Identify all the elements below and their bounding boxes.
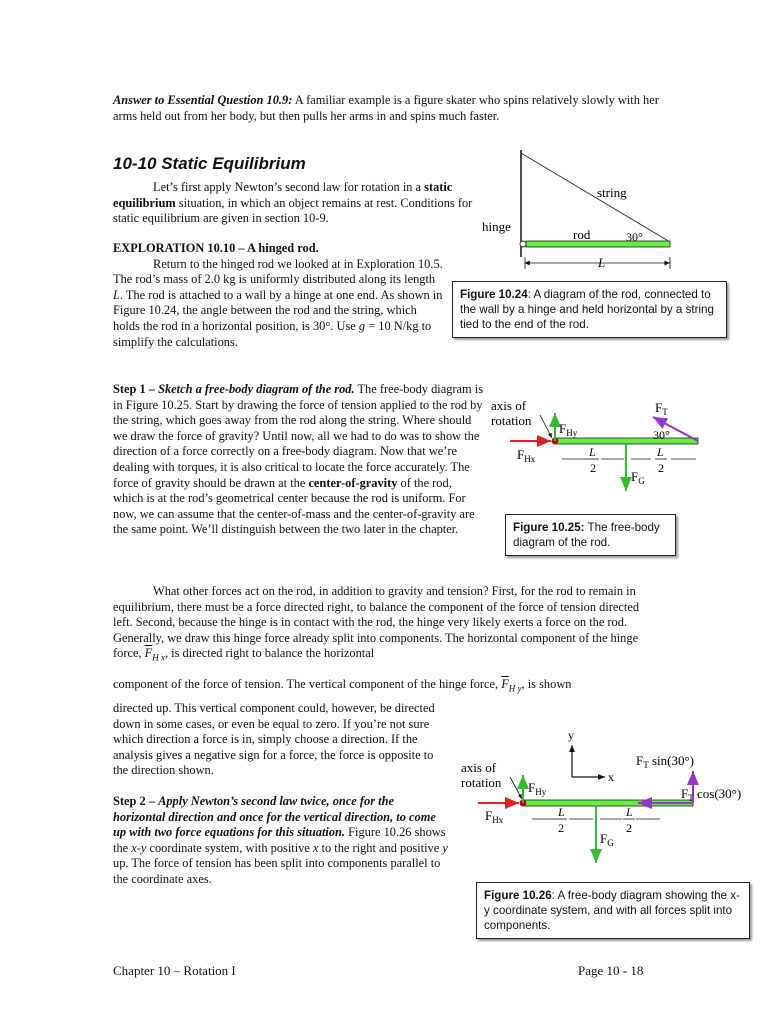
label-2-right: 2 — [626, 821, 632, 835]
answer-text: A familiar example is a figure skater who spins relatively slowly with her arms held out from her body, but then pulls her arms in and spins much faster. — [113, 93, 659, 123]
caption-24-label: Figure 10.24 — [460, 288, 528, 301]
intro-text-2: situation, in which an object remains at rest. Conditions for static equilibrium are given in section 10-9. — [113, 195, 473, 226]
caption-10-24 — [452, 281, 727, 338]
label-L-left: L — [558, 805, 565, 819]
exploration-text — [113, 257, 443, 351]
label-2-left: 2 — [590, 461, 596, 475]
vector-fhx: $\overline{F}$ — [144, 646, 153, 661]
step1-text-1: The free-body diagram is in Figure 10.25. Start by drawing the force of tension applied to the rod by the string, which goes away from the rod along the string. Where should we draw the force of gravity? Until now, all we had to do was to show the direction of a force correctly on a free-body diagram. Now that we’re dealing with torques, it is also critical to locate the force accurately. The force of gravity should be drawn at the — [113, 382, 484, 490]
label-hinge: hinge — [482, 219, 511, 234]
intro-term: static equilibrium — [113, 180, 453, 210]
forces-paragraph — [113, 584, 653, 666]
intro-paragraph — [113, 180, 473, 227]
direction-paragraph: directed up. This vertical component could, however, be directed down in some cases, or even be equal to zero. If you’re not sure which direction a force is in, simply choose a direction. If the analysis gives a negative sign for a force, the force is opposite to the direction shown. — [113, 701, 435, 778]
label-fg: $F_G$ — [600, 831, 614, 848]
p2-text-1: What other forces act on the rod, in addition to gravity and tension? First, for the rod to remain in equilibrium, there must be a force directed right, to balance the component of the force of tension directed left. Second, because the hinge is in contact with the rod, the hinge very likely exerts a force on the rod. Generally, we draw this hinge force already split into components. The horizontal component of the hinge force, — [113, 584, 640, 661]
p2-text-3: component of the force of tension. The vertical component of the hinge force, — [113, 677, 502, 691]
caption-10-26 — [476, 882, 750, 939]
caption-24-text: : A diagram of the rod, connected to the wall by a hinge and held horizontal by a string tied to the end of the rod. — [460, 288, 714, 331]
footer-chapter: Chapter 10 – Rotation I — [113, 963, 236, 978]
p2-text-2: , is directed right to balance the horizontal — [164, 646, 375, 661]
label-angle: 30° — [653, 428, 670, 442]
exploration-heading: EXPLORATION 10.10 – A hinged rod. — [113, 241, 319, 255]
footer-page: Page 10 - 18 — [578, 963, 644, 978]
label-string: string — [597, 185, 627, 200]
axis-label-1: axis of — [491, 398, 527, 413]
axis-label-2: rotation — [461, 775, 502, 790]
step2-text-4: up. The force of tension has been split into components parallel to the coordinate axes. — [113, 856, 441, 886]
step2-text-2: coordinate system, with positive — [146, 840, 313, 855]
p2-text-4: , is shown — [521, 677, 572, 691]
label-ft-sin: $F_T$ sin(30°) — [636, 753, 695, 770]
step2-y: y — [442, 840, 448, 855]
step2-label: Step 2 – — [113, 794, 159, 808]
label-angle: 30° — [626, 230, 643, 244]
hinge-pin — [520, 241, 526, 247]
label-L-left: L — [589, 445, 596, 459]
step2-title: Apply Newton’s second law twice, once for the horizontal direction and once for the vertical direction, to come up with two force equations for this situation. — [113, 794, 436, 840]
label-L-right: L — [626, 805, 633, 819]
label-fhx: $F_{Hx}$ — [485, 808, 504, 825]
step1-text-2: of the rod, which is at the rod’s geometrical center because the rod is uniform. For now, we can assume that the center-of-mass and the center-of-gravity are the same point. We’ll distinguish between the two later in the chapter. — [113, 475, 475, 537]
label-ft: $F_T$ — [655, 400, 668, 417]
expl-text-3: = 10 N/kg to simplify the calculations. — [113, 318, 432, 349]
expl-L: L — [113, 287, 120, 302]
step2-text-1: Figure 10.26 shows the — [113, 825, 446, 855]
expl-g: g — [358, 318, 366, 333]
expl-text-1: Return to the hinged rod we looked at in Exploration 10.5. The rod’s mass of 2.0 kg is uniformly distributed along its length — [113, 256, 443, 287]
figure-10-24 — [470, 145, 690, 275]
section-title: 10-10 Static Equilibrium — [113, 154, 306, 173]
step2-xy: x-y — [131, 840, 147, 855]
caption-26-text: : A free-body diagram showing the x-y coordinate system, and with all forces split into components. — [484, 889, 740, 932]
exploration-block — [113, 241, 443, 350]
caption-25-label: Figure 10.25: — [513, 521, 585, 534]
caption-26-label: Figure 10.26 — [484, 889, 552, 902]
forces-paragraph-cont — [113, 677, 653, 697]
string-line — [521, 153, 670, 242]
step2-paragraph — [113, 794, 448, 888]
axis-label-1: axis of — [461, 760, 497, 775]
step1-label: Step 1 – — [113, 382, 159, 396]
axis-y-label: y — [568, 728, 574, 742]
label-L: L — [598, 255, 606, 270]
step1-term: center-of-gravity — [308, 475, 398, 490]
label-fg: $F_G$ — [631, 469, 645, 486]
label-ft-cos: $F_T$ cos(30°) — [681, 786, 742, 803]
figure-10-26 — [455, 725, 755, 870]
label-fhy: $F_{Hy}$ — [559, 421, 578, 438]
label-L-right: L — [657, 445, 664, 459]
rod — [526, 241, 670, 247]
label-2-right: 2 — [658, 461, 664, 475]
step1-paragraph — [113, 382, 485, 538]
axis-label-2: rotation — [491, 413, 532, 428]
answer-label: Answer to Essential Question 10.9: — [113, 93, 293, 107]
step1-title: Sketch a free-body diagram of the rod. — [158, 382, 355, 396]
vector-fhx-sub: H x — [152, 652, 165, 663]
label-fhx: $F_{Hx}$ — [517, 447, 536, 464]
answer-paragraph — [113, 93, 673, 124]
label-2-left: 2 — [558, 821, 564, 835]
expl-text-2: . The rod is attached to a wall by a hinge at one end. As shown in Figure 10.24, the angle between the rod and the string, which holds the rod in a horizontal position, is 30°. Use — [113, 287, 443, 333]
label-fhy: $F_{Hy}$ — [528, 780, 547, 797]
axis-pointer — [540, 415, 552, 438]
vector-fhy-sub: H y — [508, 683, 522, 694]
caption-25-text: The free-body diagram of the rod. — [513, 521, 660, 549]
intro-text-1: Let’s first apply Newton’s second law for rotation in a — [153, 180, 425, 194]
axis-pointer — [510, 777, 522, 799]
label-rod: rod — [573, 227, 591, 242]
vector-fhy: $\overline{F}$ — [501, 677, 509, 691]
step2-x: x — [312, 840, 319, 855]
caption-10-25 — [505, 514, 676, 556]
step2-text-3: to the right and positive — [318, 840, 443, 855]
axis-x-label: x — [608, 770, 614, 784]
figure-10-25 — [485, 393, 715, 503]
rod — [555, 438, 698, 444]
